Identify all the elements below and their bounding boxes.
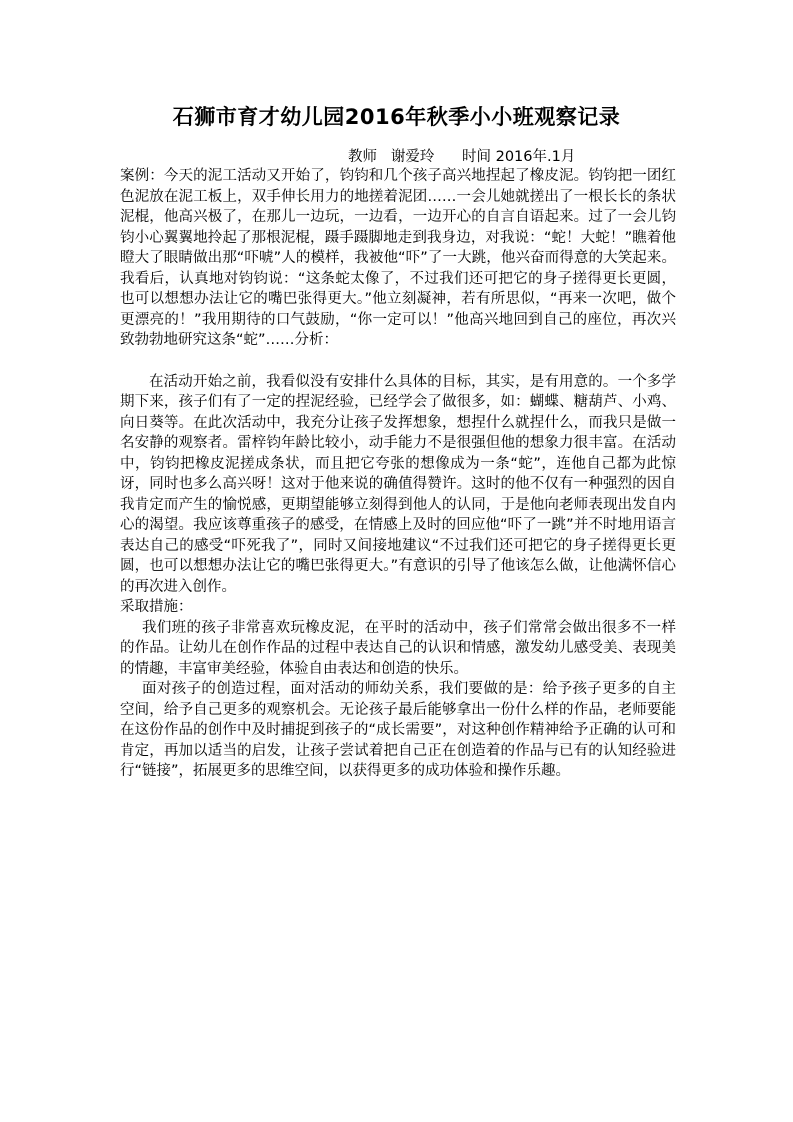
measures-paragraph-1: 我们班的孩子非常喜欢玩橡皮泥，在平时的活动中，孩子们常常会做出很多不一样的作品。让幼儿在创作作品的过程中表达自己的认识和情感，激发幼儿感受美、表现美的情趣，丰富审美经验，体验自由表达和创造的快乐。 xyxy=(120,619,676,677)
case-paragraph: 案例：今天的泥工活动又开始了，钧钧和几个孩子高兴地捏起了橡皮泥。钧钧把一团红色泥放在泥工板上，双手伸长用力的地搓着泥团……一会儿她就搓出了一根长长的条状泥棍，他高兴极了，在那儿一边玩，一边看，一边开心的自言自语起来。过了一会儿钧钧小心翼翼地拎起了那根泥棍，蹑手蹑脚地走到我身边，对我说：“蛇！大蛇！”瞧着他瞪大了眼睛做出那“吓唬”人的模样，我被他“吓”了一大跳，他兴奋而得意的大笑起来。我看后，认真地对钧钧说：“这条蛇太像了，不过我们还可把它的身子搓得更长更圆，也可以想想办法让它的嘴巴张得更大。”他立刻凝神，若有所思似，“再来一次吧，做个更漂亮的！”我用期待的口气鼓励，“你一定可以！”他高兴地回到自己的座位，再次兴致勃勃地研究这条“蛇”……分析： xyxy=(120,168,676,348)
measures-paragraph-2: 面对孩子的创造过程，面对活动的师幼关系，我们要做的是：给予孩子更多的自主空间，给予自己更多的观察机会。无论孩子最后能够拿出一份什么样的作品，老师要能在这份作品的创作中及时捕捉到孩子的“成长需要”，对这种创作精神给予正确的认可和肯定，再加以适当的启发，让孩子尝试着把自己正在创造着的作品与已有的认知经验进行“链接”，拓展更多的思维空间，以获得更多的成功体验和操作乐趣。 xyxy=(120,681,676,779)
measures-heading: 采取措施： xyxy=(120,599,193,615)
time-label: 时间 xyxy=(461,149,491,165)
teacher-name: 谢爱玲 xyxy=(390,149,435,165)
time-value: 2016年.1月 xyxy=(495,149,576,165)
document-meta xyxy=(348,148,575,167)
analysis-paragraph: 在活动开始之前，我看似没有安排什么具体的目标，其实，是有用意的。一个多学期下来，孩子们有了一定的捏泥经验，已经学会了做很多，如：蝴蝶、糖葫芦、小鸡、向日葵等。在此次活动中，我充分让孩子发挥想象，想捏什么就捏什么，而我只是做一名安静的观察者。雷梓钧年龄比较小，动手能力不是很强但他的想象力很丰富。在活动中，钧钧把橡皮泥搓成条状，而且把它夸张的想像成为一条“蛇”，连他自己都为此惊讶，同时也多么高兴呀！这对于他来说的确值得赞许。这时的他不仅有一种强烈的因自我肯定而产生的愉悦感，更期望能够立刻得到他人的认同，于是他向老师表现出发自内心的渴望。我应该尊重孩子的感受，在情感上及时的回应他“吓了一跳”并不时地用语言表达自己的感受“吓死我了”，同时又间接地建议“不过我们还可把它的身子搓得更长更圆，也可以想想办法让它的嘴巴张得更大。”有意识的引导了他该怎么做，让他满怀信心的再次进入创作。 xyxy=(120,373,676,595)
paragraph-gap xyxy=(120,351,676,372)
teacher-label: 教师 xyxy=(348,149,377,165)
document-title: 石狮市育才幼儿园2016年秋季小小班观察记录 xyxy=(172,105,621,129)
document-body xyxy=(120,166,676,782)
